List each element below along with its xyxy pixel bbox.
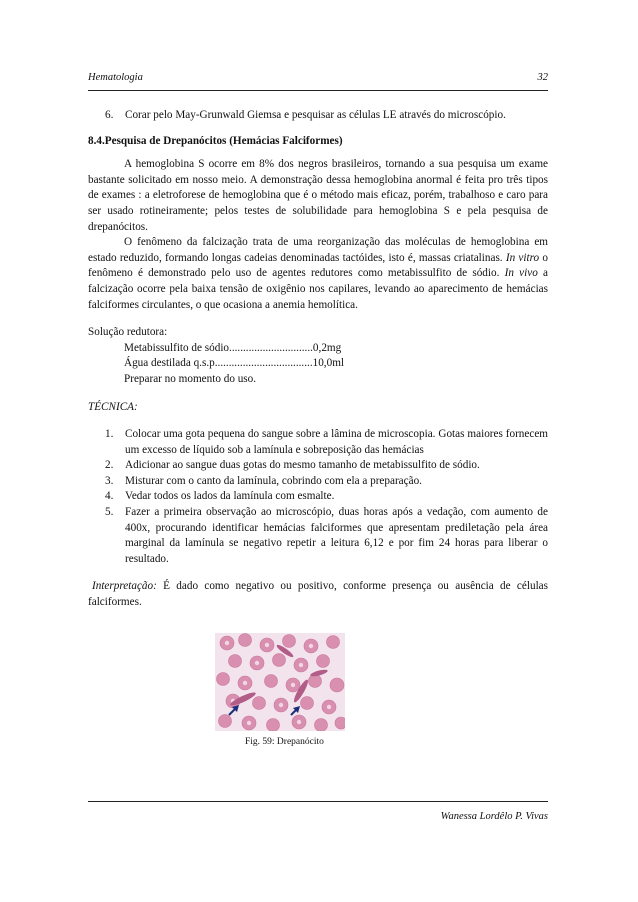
list-item [88,474,548,490]
list-item-text: Misturar com o canto da lamínula, cobrindo com ela a preparação. [125,474,422,487]
list-item-text: Fazer a primeira observação ao microscópio, duas horas após a vedação, com aumento de 400x, procurando identificar hemácias falciformes que apresentam prediletação pela área marginal da lamínula se negativo repetir a leitura 6,12 e por fim 24 horas para liberar o resultado. [125,506,548,565]
page-header [88,72,548,86]
paragraph-text: a falcização ocorre pela baixa tensão de oxigênio nos capilares, levando ao aparecimento de hemácias falciformes circulantes, o que ocasiona a anemia hemolítica. [88,267,549,311]
list-item [88,458,548,474]
micrograph-image [215,633,345,731]
list-item [88,427,548,458]
list-item-text: Adicionar ao sangue duas gotas do mesmo tamanho de metabissulfito de sódio. [125,459,480,472]
list-item-number: 2. [105,459,114,472]
list-item-text: Colocar uma gota pequena do sangue sobre a lâmina de microscopia. Gotas maiores fornecem um excesso de líquido sob a lamínula e sobreposição das hemácias [125,428,548,456]
page-number: 32 [537,72,548,83]
list-item [88,108,548,124]
main-content [88,108,548,611]
list-item-number: 4. [105,490,114,503]
solution-title: Solução redutora: [88,326,168,339]
header-title: Hematologia [88,72,143,83]
paragraph-text: o fenômeno é demonstrado pelo uso de agentes redutores como metabissulfito de sódio. [88,251,548,280]
paragraph [88,235,548,313]
list-item-text: Vedar todos os lados da lamínula com esmalte. [125,490,335,503]
solution-line: Metabissulfito de sódio..............................0,2mg [124,341,342,354]
list-item [88,489,548,505]
list-item-number: 5. [105,506,114,519]
list-item-text: Corar pelo May-Grunwald Giemsa e pesquisar as células LE através do microscópio. [125,109,506,121]
list-item-number: 1. [105,428,114,441]
solution-line: Preparar no momento do uso. [124,372,257,385]
section-heading: 8.4.Pesquisa de Drepanócitos (Hemácias Falciformes) [88,134,343,147]
interpretation [88,579,548,610]
solution-line: Água destilada q.s.p...................................10,0ml [124,357,345,370]
interpretation-label: Interpretação: [92,580,157,593]
figure-caption: Fig. 59: Drepanócito [245,737,324,747]
technique-title: TÉCNICA: [88,400,138,413]
header-rule [88,90,548,91]
paragraph-italic: In vitro [505,251,540,264]
sickle-cell-micrograph [215,633,345,731]
footer-rule [88,801,548,802]
paragraph: A hemoglobina S ocorre em 8% dos negros brasileiros, tornando a sua pesquisa um exame bastante solicitado em nosso meio. A demonstração dessa hemoglobina anormal é feita pro três tipos de exames : a eletroforese de hemoglobina que é o método mais eficaz, porém, trabalhoso e caro para ser usado rotineiramente; pelos testes de solubilidade para hemoglobina S e pela pesquisa de drepanócitos. [88,158,548,233]
paragraph-text: O fenômeno da falcização trata de uma reorganização das moléculas de hemoglobina em estado reduzido, formando longas cadeias denominadas tactóides, isto é, massas criatalinas. [88,236,548,264]
paragraph-italic: In vivo [504,267,538,280]
list-item-number: 6. [105,109,114,121]
list-item-number: 3. [105,474,114,487]
footer-author: Wanessa Lordêlo P. Vivas [440,811,548,822]
list-item [88,505,548,567]
interpretation-text: É dado como negativo ou positivo, conforme presença ou ausência de células falciformes. [88,580,548,609]
